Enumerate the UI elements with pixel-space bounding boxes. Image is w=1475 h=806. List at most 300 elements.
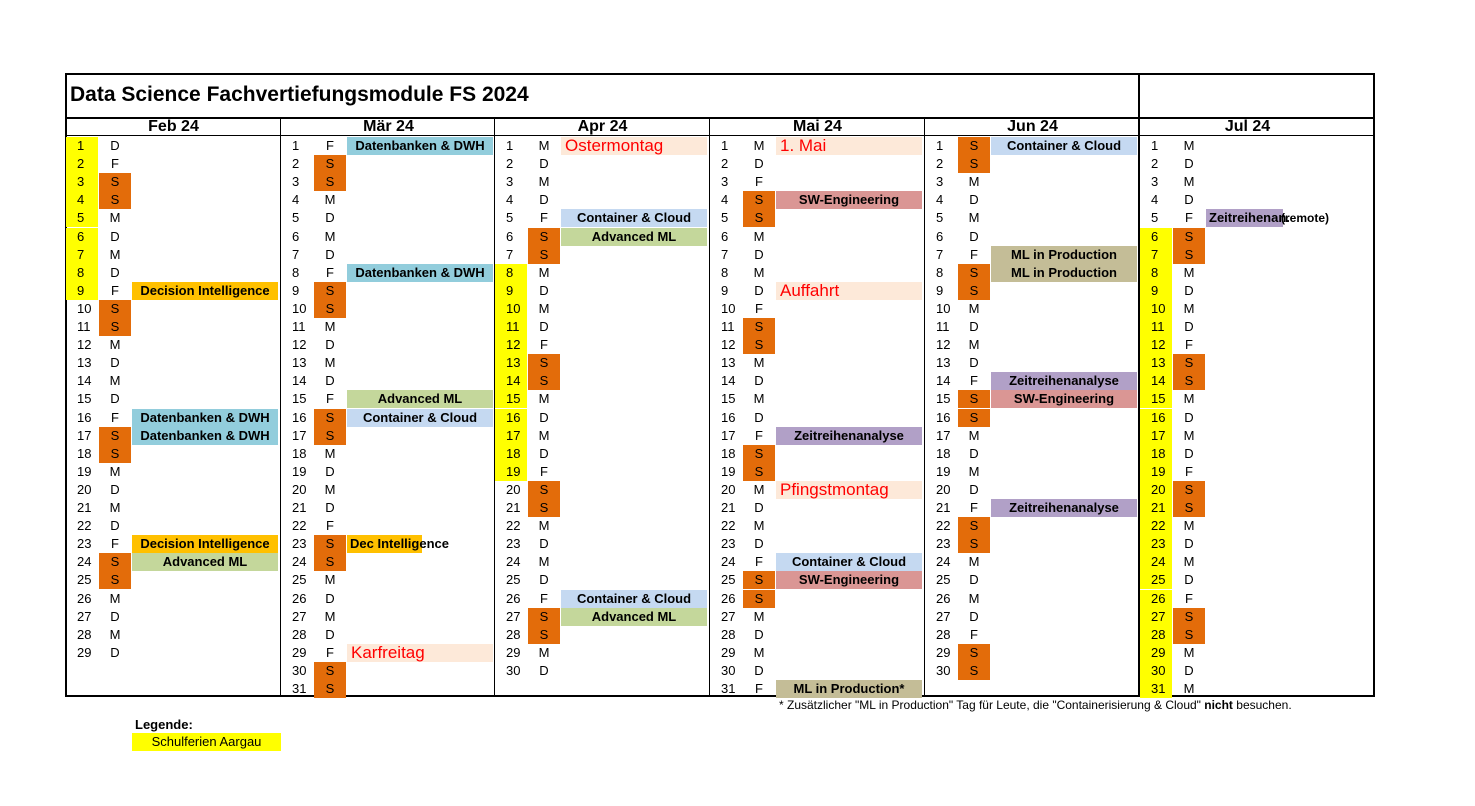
day-number: 14 <box>292 373 307 389</box>
day-number: 15 <box>1140 390 1172 408</box>
day-number: 3 <box>506 174 514 190</box>
weekday-cell: F <box>540 463 548 479</box>
weekday-cell: M <box>109 590 121 606</box>
day-number: 21 <box>292 500 307 515</box>
day-number: 21 <box>936 500 951 515</box>
weekday-cell: D <box>110 228 120 244</box>
weekday-cell: S <box>1173 372 1205 390</box>
weekday-cell: D <box>110 264 120 280</box>
event-label: ML in Production <box>991 246 1137 264</box>
day-number: 13 <box>495 354 527 372</box>
weekday-cell: M <box>1183 138 1195 153</box>
day-number: 19 <box>77 463 92 479</box>
weekday-cell: M <box>968 590 980 606</box>
weekday-cell: D <box>110 355 120 371</box>
day-number: 31 <box>1140 680 1172 698</box>
day-number: 17 <box>936 427 951 443</box>
day-number: 19 <box>292 463 307 479</box>
weekday-cell: D <box>110 138 120 153</box>
event-label: Decision Intelligence <box>132 535 278 553</box>
day-number: 9 <box>936 282 944 298</box>
footnote-bold: nicht <box>1204 698 1233 712</box>
weekday-cell: S <box>528 246 560 264</box>
day-number: 31 <box>721 681 736 696</box>
day-number: 24 <box>77 554 92 570</box>
weekday-cell: M <box>1183 391 1195 407</box>
weekday-cell: D <box>969 608 979 624</box>
day-number: 28 <box>1140 626 1172 644</box>
weekday-cell: M <box>109 210 121 226</box>
weekday-cell: F <box>111 156 119 172</box>
weekday-cell: D <box>969 572 979 588</box>
day-number: 9 <box>495 282 527 300</box>
weekday-cell: S <box>314 173 346 191</box>
day-number: 18 <box>77 445 92 461</box>
page-title: Data Science Fachvertiefungsmodule FS 2024 <box>70 83 529 106</box>
weekday-cell: F <box>540 210 548 226</box>
day-number: 20 <box>721 481 736 497</box>
day-number: 24 <box>936 554 951 570</box>
weekday-cell: S <box>314 662 346 680</box>
weekday-cell: M <box>1183 264 1195 280</box>
day-number: 30 <box>506 662 521 678</box>
weekday-cell: D <box>325 246 335 262</box>
weekday-cell: S <box>314 535 346 553</box>
weekday-cell: M <box>968 174 980 190</box>
weekday-cell: M <box>1183 427 1195 443</box>
event-label: ML in Production <box>991 264 1137 282</box>
weekday-cell: M <box>753 138 765 153</box>
event-label: Container & Cloud <box>561 209 707 227</box>
weekday-cell: M <box>1183 681 1195 696</box>
weekday-cell: S <box>314 553 346 571</box>
weekday-cell: M <box>324 319 336 334</box>
weekday-cell: D <box>969 481 979 497</box>
weekday-cell: S <box>99 553 131 571</box>
weekday-cell: S <box>314 300 346 318</box>
day-number: 7 <box>292 246 300 262</box>
day-number: 12 <box>292 337 307 353</box>
day-number: 5 <box>1151 210 1159 226</box>
weekday-cell: M <box>109 500 121 515</box>
weekday-cell: F <box>1185 337 1193 353</box>
day-number: 27 <box>721 608 736 624</box>
day-number: 11 <box>721 319 735 334</box>
weekday-cell: F <box>326 644 334 660</box>
day-number: 18 <box>1140 445 1172 463</box>
day-number: 2 <box>721 156 729 172</box>
weekday-cell: S <box>1173 481 1205 499</box>
day-number: 12 <box>77 337 92 353</box>
day-number: 23 <box>77 536 92 552</box>
weekday-cell: S <box>99 173 131 191</box>
weekday-cell: D <box>754 500 764 515</box>
day-number: 4 <box>292 192 300 208</box>
weekday-cell: S <box>743 336 775 354</box>
day-number: 7 <box>66 246 98 264</box>
weekday-cell: D <box>754 536 764 552</box>
day-number: 29 <box>721 644 736 660</box>
day-number: 29 <box>1140 644 1172 662</box>
weekday-cell: D <box>969 355 979 371</box>
weekday-cell: M <box>109 246 121 262</box>
event-label: Karfreitag <box>347 644 493 662</box>
day-number: 29 <box>936 644 951 660</box>
weekday-cell: S <box>314 155 346 173</box>
weekday-cell: S <box>743 318 775 336</box>
day-number: 13 <box>1140 354 1172 372</box>
weekday-cell: M <box>324 572 336 588</box>
weekday-cell: S <box>958 155 990 173</box>
weekday-cell: D <box>539 319 549 334</box>
event-label: SW-Engineering <box>776 571 922 589</box>
day-number: 13 <box>292 355 307 371</box>
event-label: Advanced ML <box>561 228 707 246</box>
weekday-cell: F <box>540 337 548 353</box>
day-number: 27 <box>1140 608 1172 626</box>
weekday-cell: F <box>326 264 334 280</box>
day-number: 21 <box>721 500 736 515</box>
weekday-cell: S <box>528 499 560 517</box>
day-number: 19 <box>721 463 736 479</box>
month-header: Feb 24 <box>148 118 199 135</box>
weekday-cell: M <box>753 608 765 624</box>
day-number: 8 <box>66 264 98 282</box>
day-number: 10 <box>77 300 92 316</box>
weekday-cell: D <box>539 409 549 425</box>
weekday-cell: M <box>324 355 336 371</box>
day-number: 14 <box>495 372 527 390</box>
day-number: 13 <box>721 355 736 371</box>
day-number: 17 <box>292 427 307 443</box>
day-number: 6 <box>721 228 729 244</box>
day-number: 21 <box>506 500 521 515</box>
weekday-cell: D <box>969 228 979 244</box>
day-number: 27 <box>77 608 92 624</box>
weekday-cell: S <box>958 137 990 155</box>
weekday-cell: D <box>1184 572 1194 588</box>
day-number: 24 <box>506 554 521 570</box>
day-number: 6 <box>506 228 514 244</box>
day-number: 2 <box>936 156 944 172</box>
day-number: 9 <box>292 282 300 298</box>
weekday-cell: F <box>1185 590 1193 606</box>
weekday-cell: S <box>958 644 990 662</box>
day-number: 12 <box>936 337 951 353</box>
footnote <box>779 698 1292 712</box>
day-number: 26 <box>77 590 92 606</box>
day-number: 23 <box>721 536 736 552</box>
weekday-cell: M <box>968 463 980 479</box>
weekday-cell: M <box>968 337 980 353</box>
weekday-cell: S <box>958 390 990 408</box>
day-number: 28 <box>936 626 951 642</box>
day-number: 22 <box>506 518 521 534</box>
weekday-cell: F <box>755 554 763 570</box>
weekday-cell: M <box>324 228 336 244</box>
day-number: 16 <box>77 409 92 425</box>
weekday-cell: S <box>743 191 775 209</box>
weekday-cell: D <box>754 409 764 425</box>
day-number: 4 <box>721 192 729 208</box>
day-number: 15 <box>292 391 307 407</box>
day-number: 22 <box>292 518 307 534</box>
day-number: 14 <box>77 373 92 389</box>
weekday-cell: S <box>314 409 346 427</box>
day-number: 23 <box>1140 535 1172 553</box>
day-number: 4 <box>506 192 514 208</box>
day-number: 31 <box>292 681 307 696</box>
event-label: Datenbanken & DWH <box>347 137 493 155</box>
day-number: 16 <box>495 409 527 427</box>
day-number: 26 <box>936 590 951 606</box>
day-number: 19 <box>1140 463 1172 481</box>
weekday-cell: F <box>755 681 763 696</box>
weekday-cell: D <box>754 662 764 678</box>
day-number: 20 <box>1140 481 1172 499</box>
day-number: 27 <box>506 608 521 624</box>
day-number: 7 <box>721 246 729 262</box>
day-number: 1 <box>1151 138 1159 153</box>
day-number: 4 <box>936 192 944 208</box>
weekday-cell: F <box>111 282 119 298</box>
day-number: 26 <box>292 590 307 606</box>
weekday-cell: S <box>99 445 131 463</box>
weekday-cell: D <box>754 246 764 262</box>
day-number: 2 <box>1151 156 1159 172</box>
day-number: 15 <box>495 390 527 408</box>
weekday-cell: D <box>1184 319 1194 334</box>
day-number: 26 <box>721 590 736 606</box>
event-label: SW-Engineering <box>776 191 922 209</box>
day-number: 30 <box>292 662 307 678</box>
weekday-cell: D <box>539 536 549 552</box>
event-label: Container & Cloud <box>347 409 493 427</box>
weekday-cell: D <box>325 210 335 226</box>
weekday-cell: S <box>743 571 775 589</box>
day-number: 16 <box>292 409 307 425</box>
weekday-cell: D <box>325 337 335 353</box>
day-number: 2 <box>66 155 98 173</box>
weekday-cell: S <box>528 608 560 626</box>
weekday-cell: S <box>958 535 990 553</box>
day-number: 18 <box>721 445 736 461</box>
day-number: 25 <box>936 572 951 588</box>
weekday-cell: S <box>1173 608 1205 626</box>
month-header: Apr 24 <box>577 118 628 135</box>
day-number: 1 <box>936 138 944 153</box>
weekday-cell: M <box>1183 644 1195 660</box>
month-header: Mai 24 <box>793 118 842 135</box>
weekday-cell: S <box>528 228 560 246</box>
day-number: 21 <box>1140 499 1172 517</box>
day-number: 14 <box>936 373 951 389</box>
weekday-cell: F <box>755 427 763 443</box>
weekday-cell: D <box>1184 282 1194 298</box>
weekday-cell: M <box>1183 518 1195 534</box>
day-number: 24 <box>721 554 736 570</box>
event-label: Container & Cloud <box>561 590 707 608</box>
day-number: 29 <box>292 644 307 660</box>
weekday-cell: M <box>753 644 765 660</box>
event-suffix: (remote) <box>1281 211 1330 226</box>
day-number: 10 <box>495 300 527 318</box>
day-number: 16 <box>1140 409 1172 427</box>
weekday-cell: M <box>1183 174 1195 190</box>
day-number: 22 <box>936 518 951 534</box>
day-number: 19 <box>495 463 527 481</box>
weekday-cell: M <box>538 554 550 570</box>
weekday-cell: S <box>528 354 560 372</box>
weekday-cell: S <box>99 571 131 589</box>
footnote-text: * Zusätzlicher "ML in Production" Tag für Leute, die "Containerisierung & Cloud" <box>779 698 1205 712</box>
weekday-cell: S <box>314 282 346 300</box>
weekday-cell: S <box>743 463 775 481</box>
month-header-divider <box>65 135 1375 136</box>
event-label: Auffahrt <box>776 282 922 300</box>
weekday-cell: F <box>326 138 334 153</box>
day-number: 28 <box>77 626 92 642</box>
day-number: 8 <box>1140 264 1172 282</box>
weekday-cell: D <box>110 518 120 534</box>
weekday-cell: F <box>111 536 119 552</box>
weekday-cell: M <box>538 174 550 190</box>
weekday-cell: D <box>325 590 335 606</box>
weekday-cell: D <box>969 319 979 334</box>
day-number: 12 <box>721 337 736 353</box>
day-number: 26 <box>506 590 521 606</box>
day-number: 10 <box>936 300 951 316</box>
day-number: 25 <box>1140 571 1172 589</box>
day-number: 11 <box>77 319 91 334</box>
weekday-cell: F <box>970 246 978 262</box>
footnote-end: besuchen. <box>1232 698 1292 712</box>
day-number: 13 <box>936 355 951 371</box>
weekday-cell: M <box>324 445 336 461</box>
event-label: Advanced ML <box>561 608 707 626</box>
event-label: Decision Intelligence <box>132 282 278 300</box>
weekday-cell: S <box>743 209 775 227</box>
day-number: 8 <box>721 264 729 280</box>
weekday-cell: F <box>326 391 334 407</box>
day-number: 11 <box>292 319 306 334</box>
weekday-cell: D <box>325 500 335 515</box>
day-number: 30 <box>936 662 951 678</box>
event-label: Container & Cloud <box>776 553 922 571</box>
weekday-cell: M <box>538 427 550 443</box>
day-number: 12 <box>495 336 527 354</box>
event-label: Advanced ML <box>347 390 493 408</box>
day-number: 5 <box>66 209 98 227</box>
weekday-cell: D <box>325 626 335 642</box>
weekday-cell: D <box>325 373 335 389</box>
day-number: 18 <box>292 445 307 461</box>
weekday-cell: D <box>110 481 120 497</box>
weekday-cell: M <box>1183 300 1195 316</box>
day-number: 15 <box>721 391 736 407</box>
day-number: 13 <box>77 355 92 371</box>
month-header: Jul 24 <box>1224 118 1271 135</box>
weekday-cell: D <box>1184 192 1194 208</box>
day-number: 6 <box>1140 228 1172 246</box>
event-label: Zeitreihenanalyse <box>776 427 922 445</box>
weekday-cell: D <box>1184 536 1194 552</box>
event-label: Datenbanken & DWH <box>132 427 278 445</box>
day-number: 22 <box>1140 517 1172 535</box>
weekday-cell: D <box>539 662 549 678</box>
event-label: Zeitreihenanalyse <box>991 499 1137 517</box>
day-number: 25 <box>292 572 307 588</box>
weekday-cell: D <box>754 282 764 298</box>
weekday-cell: M <box>1183 554 1195 570</box>
weekday-cell: M <box>538 264 550 280</box>
day-number: 29 <box>506 644 521 660</box>
event-label: Ostermontag <box>561 137 707 155</box>
event-label: SW-Engineering <box>991 390 1137 408</box>
day-number: 3 <box>292 174 300 190</box>
weekday-cell: S <box>958 662 990 680</box>
weekday-cell: D <box>539 282 549 298</box>
weekday-cell: D <box>110 608 120 624</box>
day-number: 9 <box>66 282 98 300</box>
day-number: 23 <box>936 536 951 552</box>
day-number: 16 <box>936 409 951 425</box>
day-number: 1 <box>721 138 729 153</box>
weekday-cell: S <box>1173 228 1205 246</box>
legend-ferien: Schulferien Aargau <box>132 733 281 751</box>
weekday-cell: M <box>968 427 980 443</box>
event-label: 1. Mai <box>776 137 922 155</box>
day-number: 11 <box>495 318 527 336</box>
day-number: 23 <box>506 536 521 552</box>
weekday-cell: F <box>1185 210 1193 226</box>
weekday-cell: F <box>970 373 978 389</box>
day-number: 23 <box>292 536 307 552</box>
day-number: 4 <box>66 191 98 209</box>
weekday-cell: S <box>1173 499 1205 517</box>
event-label: ML in Production* <box>776 680 922 698</box>
day-number: 30 <box>721 662 736 678</box>
event-label: Zeitreihenan. <box>1206 209 1283 227</box>
day-number: 3 <box>1151 174 1159 190</box>
weekday-cell: M <box>968 554 980 570</box>
weekday-cell: F <box>755 300 763 316</box>
day-number: 11 <box>1140 318 1172 336</box>
weekday-cell: M <box>324 481 336 497</box>
day-number: 26 <box>1140 590 1172 608</box>
day-number: 1 <box>66 137 98 155</box>
weekday-cell: S <box>528 626 560 644</box>
weekday-cell: F <box>970 500 978 515</box>
day-number: 22 <box>721 518 736 534</box>
day-number: 15 <box>77 391 92 407</box>
day-number: 25 <box>506 572 521 588</box>
weekday-cell: M <box>109 626 121 642</box>
day-number: 5 <box>936 210 944 226</box>
day-number: 7 <box>1140 246 1172 264</box>
day-number: 10 <box>721 300 736 316</box>
weekday-cell: M <box>109 373 121 389</box>
weekday-cell: D <box>754 373 764 389</box>
day-number: 8 <box>292 264 300 280</box>
day-number: 21 <box>77 500 92 515</box>
day-number: 28 <box>721 626 736 642</box>
weekday-cell: S <box>958 264 990 282</box>
weekday-cell: F <box>326 518 334 534</box>
day-number: 6 <box>292 228 300 244</box>
weekday-cell: D <box>969 192 979 208</box>
day-number: 11 <box>936 319 950 334</box>
